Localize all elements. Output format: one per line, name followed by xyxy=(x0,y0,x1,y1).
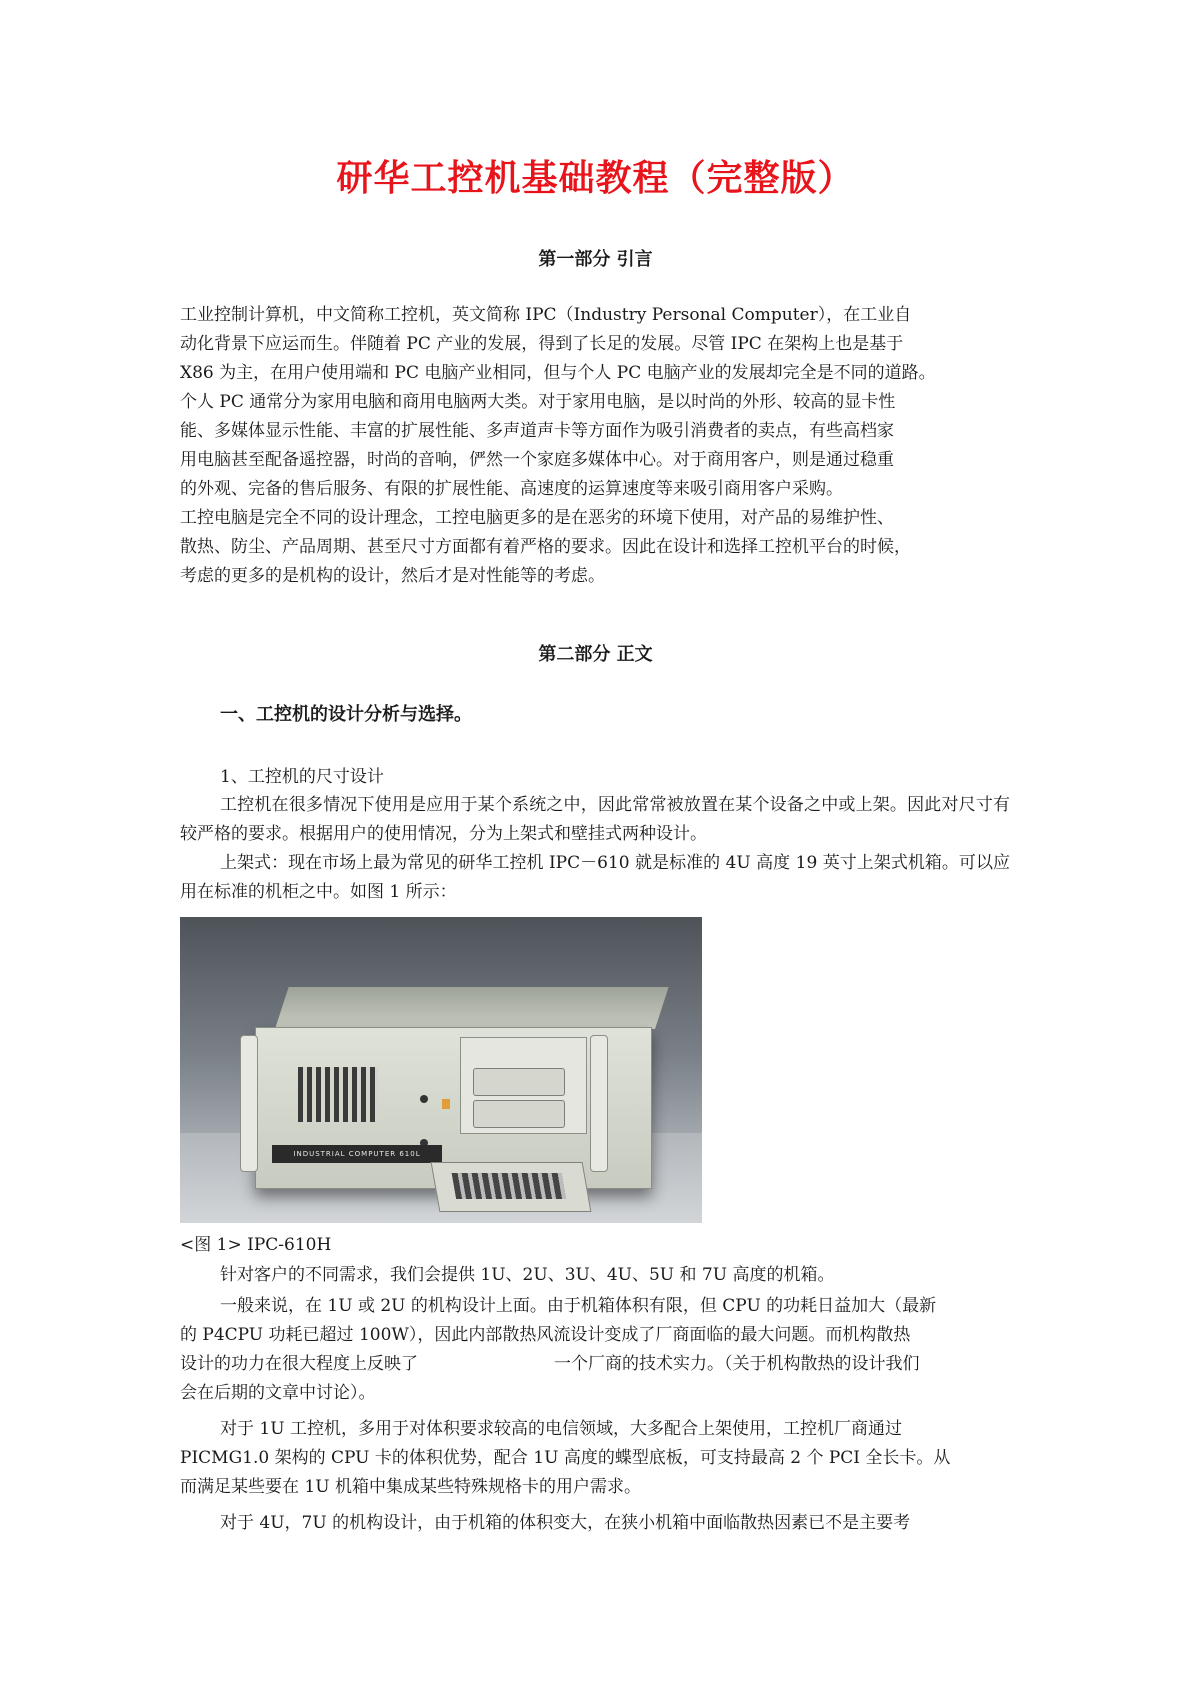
cooling-line: 设计的功力在很大程度上反映了 一个厂商的技术实力。（关于机构散热的设计我们 xyxy=(180,1354,920,1374)
cooling-line: 一般来说，在 1U 或 2U 的机构设计上面。由于机箱体积有限，但 CPU 的功耗日益加大（最新 xyxy=(220,1296,937,1316)
ipc-610h-photo xyxy=(180,917,702,1223)
drive-slot xyxy=(473,1100,565,1128)
part1-heading: 第一部分 引言 xyxy=(538,249,653,270)
status-led xyxy=(442,1099,450,1109)
right-handle xyxy=(590,1035,608,1172)
intro-line: 动化背景下应运而生。伴随着 PC 产业的发展，得到了长足的发展。尽管 IPC 在架构上也是基于 xyxy=(180,334,904,354)
figure-caption: <图 1> IPC-610H xyxy=(180,1235,332,1255)
drive-bay xyxy=(460,1037,587,1134)
1u-line: 对于 1U 工控机，多用于对体积要求较高的电信领域，大多配合上架使用，工控机厂商通过 xyxy=(220,1419,902,1439)
heights-paragraph: 针对客户的不同需求，我们会提供 1U、2U、3U、4U、5U 和 7U 高度的机箱。 xyxy=(220,1265,835,1285)
1u-line: 而满足某些要在 1U 机箱中集成某些特殊规格卡的用户需求。 xyxy=(180,1477,641,1497)
size-paragraph: 工控机在很多情况下使用是应用于某个系统之中，因此常常被放置在某个设备之中或上架。因此对尺寸有较严格的要求。根据用户的使用情况，分为上架式和壁挂式两种设计。 xyxy=(180,795,1010,844)
intro-line: 个人 PC 通常分为家用电脑和商用电脑两大类。对于家用电脑，是以时尚的外形、较高的显卡性 xyxy=(180,392,896,412)
rack-paragraph: 上架式：现在市场上最为常见的研华工控机 IPC－610 就是标准的 4U 高度 19 英寸上架式机箱。可以应用在标准的机柜之中。如图 1 所示： xyxy=(180,853,1010,902)
item1-heading: 1、工控机的尺寸设计 xyxy=(220,767,384,787)
intro-line: 散热、防尘、产品周期、甚至尺寸方面都有着严格的要求。因此在设计和选择工控机平台的时候， xyxy=(180,537,911,557)
front-grille xyxy=(298,1067,378,1122)
chassis-label: INDUSTRIAL COMPUTER 610L xyxy=(272,1145,442,1163)
intro-line: 考虑的更多的是机构的设计，然后才是对性能等的考虑。 xyxy=(180,566,605,586)
left-handle xyxy=(240,1035,258,1172)
intro-line: 工业控制计算机，中文简称工控机，英文简称 IPC（Industry Personal Computer），在工业自 xyxy=(180,305,912,325)
door-vent xyxy=(452,1173,567,1199)
section1-heading: 一、工控机的设计分析与选择。 xyxy=(220,704,472,725)
intro-line: 能、多媒体显示性能、丰富的扩展性能、多声道声卡等方面作为吸引消费者的卖点，有些高档家 xyxy=(180,421,894,441)
intro-line: 用电脑甚至配备遥控器，时尚的音响，俨然一个家庭多媒体中心。对于商用客户，则是通过稳重 xyxy=(180,450,894,470)
intro-line: 工控电脑是完全不同的设计理念，工控电脑更多的是在恶劣的环境下使用，对产品的易维护性、 xyxy=(180,508,894,528)
cooling-line: 会在后期的文章中讨论）。 xyxy=(180,1383,376,1403)
1u-line: PICMG1.0 架构的 CPU 卡的体积优势，配合 1U 高度的蝶型底板，可支持最高 2 个 PCI 全长卡。从 xyxy=(180,1448,951,1468)
drive-slot xyxy=(473,1068,565,1096)
intro-line: 的外观、完备的售后服务、有限的扩展性能、高速度的运算速度等来吸引商用客户采购。 xyxy=(180,479,843,499)
intro-line: X86 为主，在用户使用端和 PC 电脑产业相同，但与个人 PC 电脑产业的发展却完全是不同的道路。 xyxy=(180,363,936,383)
document-title: 研华工控机基础教程（完整版） xyxy=(336,158,855,199)
cooling-line: 的 P4CPU 功耗已超过 100W），因此内部散热风流设计变成了厂商面临的最大问题。而机构散热 xyxy=(180,1325,911,1345)
power-button xyxy=(420,1095,428,1103)
part2-heading: 第二部分 正文 xyxy=(538,644,653,665)
chassis-top xyxy=(275,987,669,1029)
front-door xyxy=(431,1162,592,1212)
4u-paragraph: 对于 4U，7U 的机构设计，由于机箱的体积变大，在狭小机箱中面临散热因素已不是主要考 xyxy=(220,1513,911,1533)
